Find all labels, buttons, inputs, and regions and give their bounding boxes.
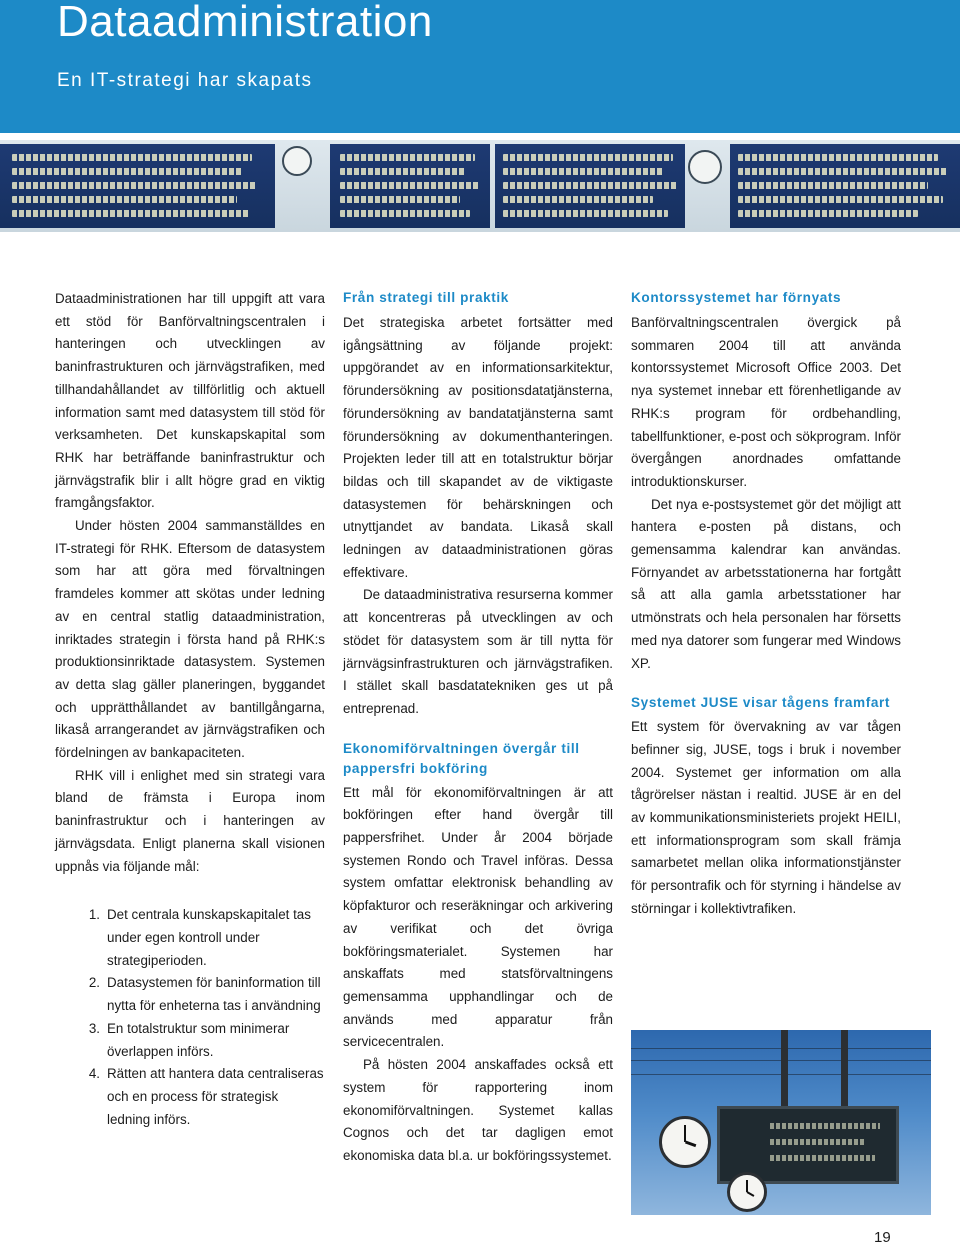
office-paragraph: Banförvaltningscentralen övergick på sommaren 2004 till att använda kontorssystemet Microsoft Office 2003. Det nya systemet innebar ett förenhetligande av RHK:s program för ordbehandling, tabellfunktioner, e-post och sökprogram. Inför övergången anordnades omfattande introduktionskurser.	[631, 315, 901, 489]
list-item-number: 2.	[88, 975, 100, 991]
departure-board-photo	[0, 140, 960, 232]
email-paragraph: Det nya e-postsystemet gör det möjligt att hantera e-posten på distans, och gemensamma kalendrar kan användas. Förnyandet av arbetsstationerna har fortgått så att alla gamla arbetsstationer har utmönstrats och hela personalen har försetts med nya datorer som fungerar med Windows XP.	[631, 496, 901, 671]
section-heading-juse: Systemet JUSE visar tågens framfart	[631, 695, 890, 711]
clock-icon	[659, 1116, 711, 1168]
list-item-number: 3.	[88, 1020, 100, 1036]
resources-paragraph: De dataadministrativa resurserna kommer att koncentreras på utvecklingen av och stödet för datasystem som är till nytta för järnvägsinfrastrukturen och järnvägstrafiken. I stället skall basdatatekniken ges ut på entreprenad.	[343, 587, 613, 716]
board-panel-left	[0, 144, 275, 228]
page-header	[0, 0, 960, 133]
juse-paragraph: Ett system för övervakning av var tågen befinner sig, JUSE, togs i bruk i november 2004. Systemet ger information om alla tågrörelser nästan i realtid. JUSE är en del av kommunikationsministeriets projekt HEILI, ett informationsprogram som skall främja samarbetet mellan olika informationstjänster för persontrafik och för styrning i händelse av störningar i kollektivtrafiken.	[631, 719, 901, 916]
board-panel-far-right	[730, 144, 960, 228]
column-3	[631, 288, 901, 921]
column-2	[343, 288, 613, 1168]
section-heading-office: Kontorssystemet har förnyats	[631, 290, 842, 305]
clock-icon	[727, 1172, 767, 1212]
goals-list	[55, 904, 325, 1131]
list-item	[55, 1063, 325, 1131]
station-sign-photo	[631, 1030, 931, 1215]
intro-paragraph: Dataadministrationen har till uppgift att vara ett stöd för Banförvaltningscentralen i hanteringen och utvecklingen av baninfrastrukturen och järnvägstrafiken, med tillhandahållandet av tillförlitlig och aktuell information samt med datasystem till stöd för verksamheten. Det kunskapskapital som RHK har beträffande baninfrastruktur och järnvägstrafik blir i allt högre grad en viktig framgångsfaktor.	[55, 291, 325, 511]
page-number: 19	[874, 1229, 891, 1246]
list-item	[55, 972, 325, 1017]
section-heading-accounting: Ekonomiförvaltningen övergår till pappersfri bokföring	[343, 740, 580, 776]
list-item-text: Rätten att hantera data centraliseras och en process för strategisk ledning införs.	[107, 1066, 324, 1127]
board-panel-right	[495, 144, 685, 228]
reporting-paragraph: På hösten 2004 anskaffades också ett system för rapportering inom ekonomiförvaltningen. Systemet kallas Cognos och det tar dagligen emot ekonomiska data bl.a. ur bokföringssystemet.	[343, 1057, 613, 1163]
strategy-paragraph: Under hösten 2004 sammanställdes en IT-strategi för RHK. Eftersom de datasystem som har att göra med förvaltningen framdeles kommer att skötas under ledning av en central statlig dataadministration, inriktades strategin i första hand på RHK:s produktionsinriktade datasystem. Systemen av detta slag gäller planeringen, byggandet och upprätthållandet av bantillgångarna, likaså arrangerandet av järnvägstrafiken och fördelningen av bankapaciteten.	[55, 518, 325, 761]
list-item	[55, 1018, 325, 1063]
strategy-practice-paragraph: Det strategiska arbetet fortsätter med igångsättning av följande projekt: uppgörandet av en informationsarkitektur, förundersökning av positionsdatatjänsterna, förundersökning av bandatatjänsterna samt förundersökning av dokumenthanteringen. Projekten leder till att en totalstruktur börjar bildas och till skapandet av de viktigaste datasystemen för behärskningen och utnyttjandet av bandata. Likaså skall ledningen av dataadministrationen göras effektivare.	[343, 315, 613, 580]
list-item-text: En totalstruktur som minimerar överlappen införs.	[107, 1020, 290, 1059]
list-item-number: 1.	[88, 907, 100, 923]
list-item-text: Det centrala kunskapskapitalet tas under egen kontroll under strategiperioden.	[107, 907, 311, 968]
column-1	[55, 288, 325, 1131]
page-subtitle: En IT-strategi har skapats	[57, 70, 313, 91]
list-item-number: 4.	[88, 1066, 100, 1082]
clock-icon	[282, 146, 312, 176]
vision-paragraph: RHK vill i enlighet med sin strategi vara bland de främsta i Europa inom baninfrastruktur och i hanteringen av järnvägsdata. Enligt planerna skall visionen uppnås via följande mål:	[55, 767, 325, 874]
list-item-text: Datasystemen för baninformation till nytta för enheterna tas i användning	[107, 975, 321, 1014]
clock-icon	[688, 150, 722, 184]
list-item	[55, 904, 325, 972]
page-title: Dataadministration	[57, 0, 433, 46]
board-panel-center	[330, 144, 490, 228]
accounting-paragraph: Ett mål för ekonomiförvaltningen är att bokföringen efter hand övergår till pappersfrihet. Under år 2004 började systemen Rondo och Travel införas. Dessa system omfattar elektronisk behandling av köpfakturor och reseräkningar och arkivering av verifikat och det övriga bokföringsmaterialet. Systemen har anskaffats med statsförvaltningens gemensamma upphandlingar och de används med apparatur från servicecentralen.	[343, 784, 613, 1050]
section-heading-strategy: Från strategi till praktik	[343, 290, 509, 305]
